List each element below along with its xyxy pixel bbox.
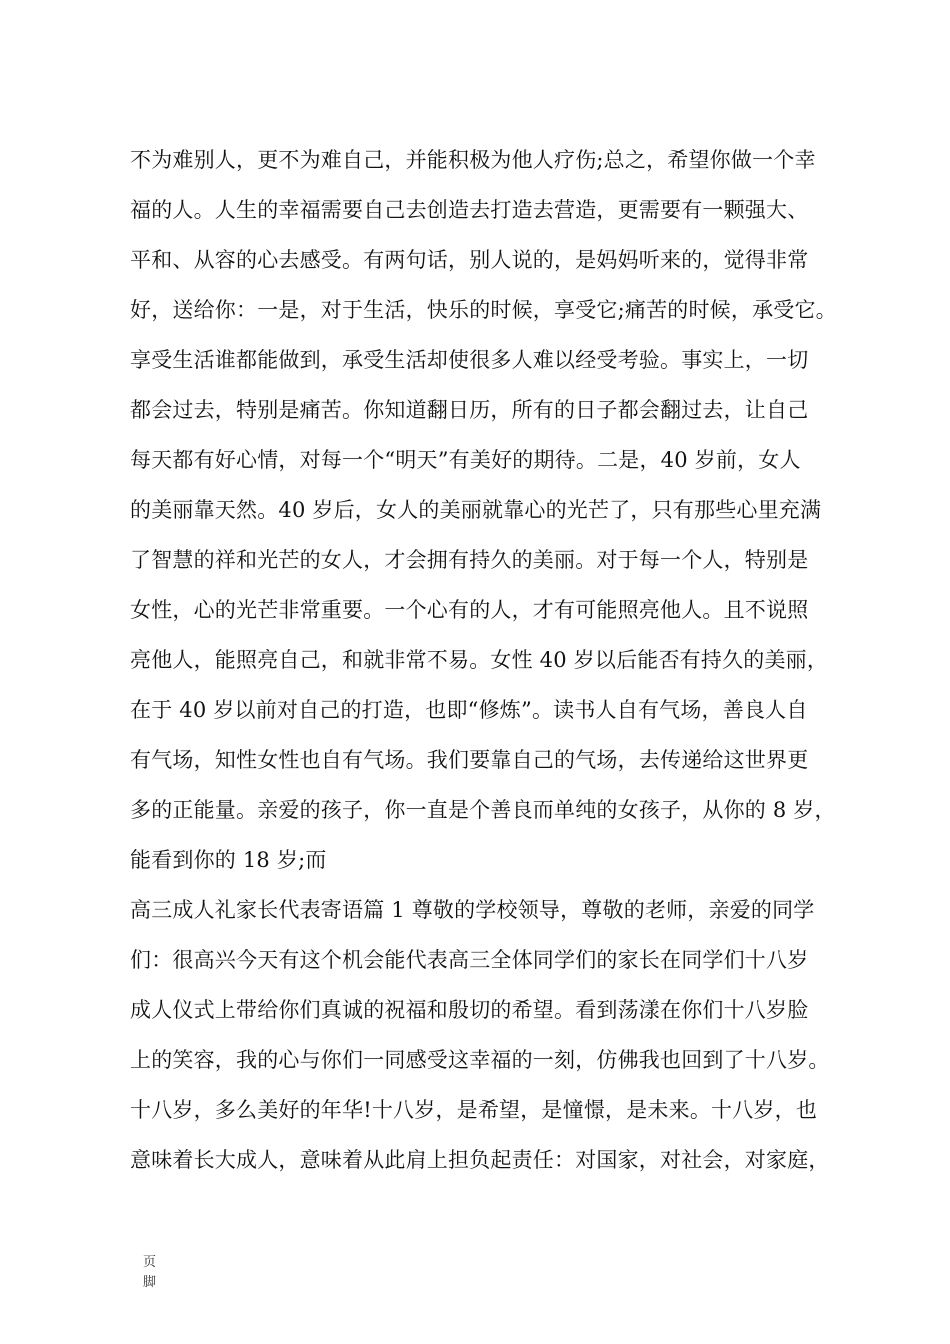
text-line: 都会过去，特别是痛苦。你知道翻日历，所有的日子都会翻过去，让自己 <box>130 398 809 422</box>
text-line: 成人仪式上带给你们真诚的祝福和殷切的希望。看到荡漾在你们十八岁脸 <box>130 998 809 1022</box>
text-line: 在于 40 岁以前对自己的打造，也即“修炼”。读书人自有气场，善良人自 <box>130 698 808 722</box>
text-line: 能看到你的 18 岁;而 <box>130 848 327 872</box>
text-line: 平和、从容的心去感受。有两句话，别人说的，是妈妈听来的，觉得非常 <box>130 248 809 272</box>
text-line: 十八岁，多么美好的年华!十八岁，是希望，是憧憬，是未来。十八岁，也 <box>130 1098 818 1122</box>
text-line: 多的正能量。亲爱的孩子，你一直是个善良而单纯的女孩子，从你的 8 岁， <box>130 798 836 822</box>
text-line: 们：很高兴今天有这个机会能代表高三全体同学们的家长在同学们十八岁 <box>130 948 809 972</box>
text-line: 上的笑容，我的心与你们一同感受这幸福的一刻，仿佛我也回到了十八岁。 <box>130 1048 830 1072</box>
text-line: 有气场，知性女性也自有气场。我们要靠自己的气场，去传递给这世界更 <box>130 748 809 772</box>
text-line: 好，送给你：一是，对于生活，快乐的时候，享受它;痛苦的时候，承受它。 <box>130 298 837 322</box>
text-line: 亮他人，能照亮自己，和就非常不易。女性 40 岁以后能否有持久的美丽， <box>130 648 829 672</box>
text-line: 意味着长大成人，意味着从此肩上担负起责任：对国家，对社会，对家庭， <box>130 1148 830 1172</box>
text-line: 高三成人礼家长代表寄语篇 1 尊敬的学校领导，尊敬的老师，亲爱的同学 <box>130 898 815 922</box>
page-footer: 页脚 <box>143 1255 157 1290</box>
text-line: 享受生活谁都能做到，承受生活却使很多人难以经受考验。事实上，一切 <box>130 348 809 372</box>
text-line: 不为难别人，更不为难自己，并能积极为他人疗伤;总之，希望你做一个幸 <box>130 148 816 172</box>
text-line: 的美丽靠天然。40 岁后，女人的美丽就靠心的光芒了，只有那些心里充满 <box>130 498 822 522</box>
text-line: 福的人。人生的幸福需要自己去创造去打造去营造，更需要有一颗强大、 <box>130 198 809 222</box>
text-line: 了智慧的祥和光芒的女人，才会拥有持久的美丽。对于每一个人，特别是 <box>130 548 809 572</box>
text-line: 每天都有好心情，对每一个“明天”有美好的期待。二是，40 岁前，女人 <box>130 448 801 472</box>
text-line: 女性，心的光芒非常重要。一个心有的人，才有可能照亮他人。且不说照 <box>130 598 809 622</box>
